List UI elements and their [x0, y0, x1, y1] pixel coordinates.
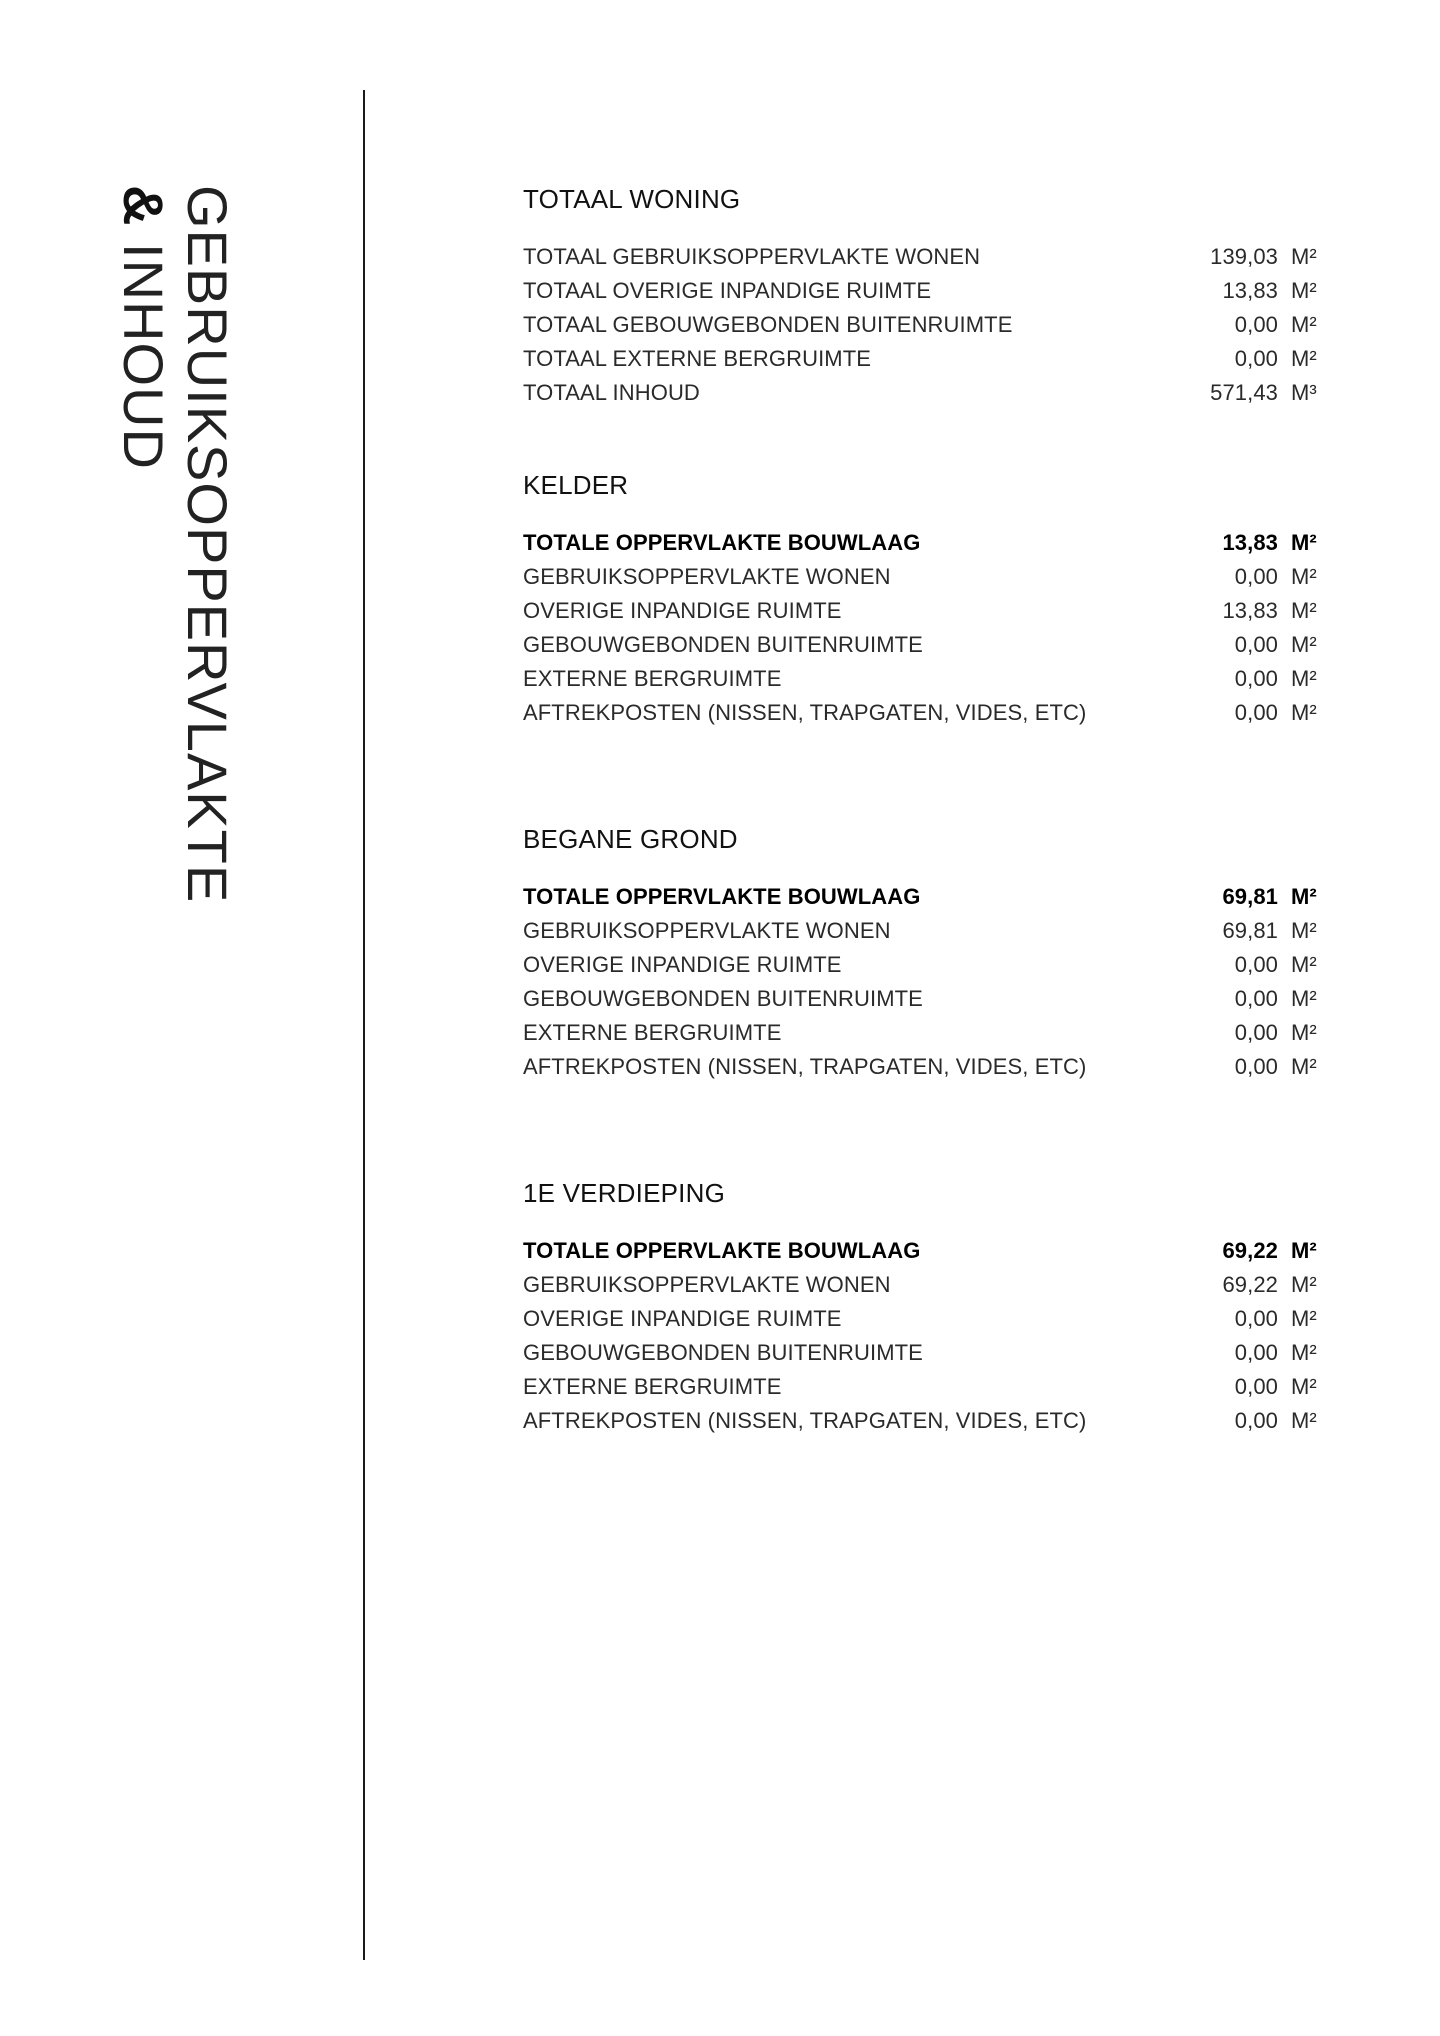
row-value: 0,00	[1234, 1020, 1278, 1045]
row-unit: M²	[1291, 312, 1317, 337]
table-row	[523, 594, 1323, 628]
side-title-line2	[112, 185, 175, 903]
row-label: TOTALE OPPERVLAKTE BOUWLAAG	[523, 1238, 921, 1263]
row-label: OVERIGE INPANDIGE RUIMTE	[523, 952, 842, 977]
row-label: EXTERNE BERGRUIMTE	[523, 666, 782, 691]
table-row	[523, 662, 1323, 696]
side-title-line2-text: INHOUD	[112, 243, 175, 470]
row-value: 0,00	[1234, 312, 1278, 337]
row-unit: M²	[1291, 952, 1317, 977]
side-title-ampersand: &	[112, 185, 175, 227]
row-unit: M²	[1291, 530, 1317, 555]
row-unit: M³	[1291, 380, 1317, 405]
row-value: 0,00	[1234, 346, 1278, 371]
row-unit: M²	[1291, 1340, 1317, 1365]
row-value: 0,00	[1234, 986, 1278, 1011]
table-row-total	[523, 526, 1323, 560]
row-label: OVERIGE INPANDIGE RUIMTE	[523, 1306, 842, 1331]
row-value: 13,83	[1222, 598, 1278, 623]
row-value: 13,83	[1222, 278, 1278, 303]
row-unit: M²	[1291, 1374, 1317, 1399]
table-row	[523, 1016, 1323, 1050]
row-label: GEBOUWGEBONDEN BUITENRUIMTE	[523, 1340, 923, 1365]
row-label: AFTREKPOSTEN (NISSEN, TRAPGATEN, VIDES, ETC)	[523, 1054, 1087, 1079]
row-unit: M²	[1291, 632, 1317, 657]
table-row	[523, 982, 1323, 1016]
section-title: 1E VERDIEPING	[523, 1178, 725, 1208]
vertical-divider	[363, 90, 365, 1960]
row-value: 0,00	[1234, 1054, 1278, 1079]
table-row	[523, 1268, 1323, 1302]
row-value: 0,00	[1234, 1374, 1278, 1399]
row-value: 69,81	[1222, 918, 1278, 943]
table-row	[523, 240, 1323, 274]
table-row	[523, 274, 1323, 308]
row-unit: M²	[1291, 1238, 1317, 1263]
area-table	[523, 180, 1323, 1438]
section-1e-verdieping	[523, 1174, 1323, 1438]
row-value: 139,03	[1210, 244, 1278, 269]
row-unit: M²	[1291, 346, 1317, 371]
row-unit: M²	[1291, 1020, 1317, 1045]
row-unit: M²	[1291, 700, 1317, 725]
row-label: TOTALE OPPERVLAKTE BOUWLAAG	[523, 530, 921, 555]
section-kelder	[523, 466, 1323, 730]
side-title-line1: GEBRUIKSOPPERVLAKTE	[176, 185, 239, 904]
section-title: BEGANE GROND	[523, 824, 738, 854]
table-row	[523, 1050, 1323, 1084]
row-value: 0,00	[1234, 1340, 1278, 1365]
row-label: GEBRUIKSOPPERVLAKTE WONEN	[523, 564, 891, 589]
row-unit: M²	[1291, 564, 1317, 589]
row-unit: M²	[1291, 244, 1317, 269]
table-row	[523, 1370, 1323, 1404]
row-label: OVERIGE INPANDIGE RUIMTE	[523, 598, 842, 623]
row-label: GEBOUWGEBONDEN BUITENRUIMTE	[523, 632, 923, 657]
table-row	[523, 696, 1323, 730]
row-label: EXTERNE BERGRUIMTE	[523, 1374, 782, 1399]
section-begane-grond	[523, 820, 1323, 1084]
row-unit: M²	[1291, 666, 1317, 691]
row-label: GEBRUIKSOPPERVLAKTE WONEN	[523, 918, 891, 943]
table-row-total	[523, 1234, 1323, 1268]
section-title: TOTAAL WONING	[523, 184, 741, 214]
row-unit: M²	[1291, 1408, 1317, 1433]
row-value: 69,81	[1222, 884, 1278, 909]
row-value: 0,00	[1234, 700, 1278, 725]
row-label: AFTREKPOSTEN (NISSEN, TRAPGATEN, VIDES, ETC)	[523, 1408, 1087, 1433]
row-unit: M²	[1291, 986, 1317, 1011]
row-label: TOTAAL GEBOUWGEBONDEN BUITENRUIMTE	[523, 312, 1013, 337]
row-label: TOTAAL GEBRUIKSOPPERVLAKTE WONEN	[523, 244, 981, 269]
table-row	[523, 342, 1323, 376]
row-label: TOTAAL OVERIGE INPANDIGE RUIMTE	[523, 278, 932, 303]
table-row	[523, 1336, 1323, 1370]
row-value: 571,43	[1210, 380, 1278, 405]
row-unit: M²	[1291, 1306, 1317, 1331]
row-unit: M²	[1291, 918, 1317, 943]
row-value: 0,00	[1234, 564, 1278, 589]
row-value: 69,22	[1222, 1272, 1278, 1297]
table-row	[523, 1302, 1323, 1336]
row-label: GEBRUIKSOPPERVLAKTE WONEN	[523, 1272, 891, 1297]
row-value: 0,00	[1234, 1408, 1278, 1433]
row-value: 0,00	[1234, 632, 1278, 657]
row-unit: M²	[1291, 884, 1317, 909]
row-unit: M²	[1291, 598, 1317, 623]
table-row	[523, 628, 1323, 662]
table-row	[523, 376, 1323, 410]
row-label: AFTREKPOSTEN (NISSEN, TRAPGATEN, VIDES, ETC)	[523, 700, 1087, 725]
table-row-total	[523, 880, 1323, 914]
row-unit: M²	[1291, 1054, 1317, 1079]
section-totaal-woning	[523, 180, 1323, 410]
side-title	[112, 185, 239, 904]
table-row	[523, 948, 1323, 982]
row-value: 0,00	[1234, 952, 1278, 977]
row-value: 13,83	[1222, 530, 1278, 555]
row-unit: M²	[1291, 1272, 1317, 1297]
table-row	[523, 914, 1323, 948]
table-row	[523, 560, 1323, 594]
table-row	[523, 308, 1323, 342]
row-value: 0,00	[1234, 1306, 1278, 1331]
row-label: GEBOUWGEBONDEN BUITENRUIMTE	[523, 986, 923, 1011]
row-value: 0,00	[1234, 666, 1278, 691]
row-label: TOTAAL EXTERNE BERGRUIMTE	[523, 346, 872, 371]
row-label: TOTALE OPPERVLAKTE BOUWLAAG	[523, 884, 921, 909]
row-label: TOTAAL INHOUD	[523, 380, 700, 405]
table-row	[523, 1404, 1323, 1438]
row-value: 69,22	[1222, 1238, 1278, 1263]
row-label: EXTERNE BERGRUIMTE	[523, 1020, 782, 1045]
section-title: KELDER	[523, 470, 629, 500]
row-unit: M²	[1291, 278, 1317, 303]
